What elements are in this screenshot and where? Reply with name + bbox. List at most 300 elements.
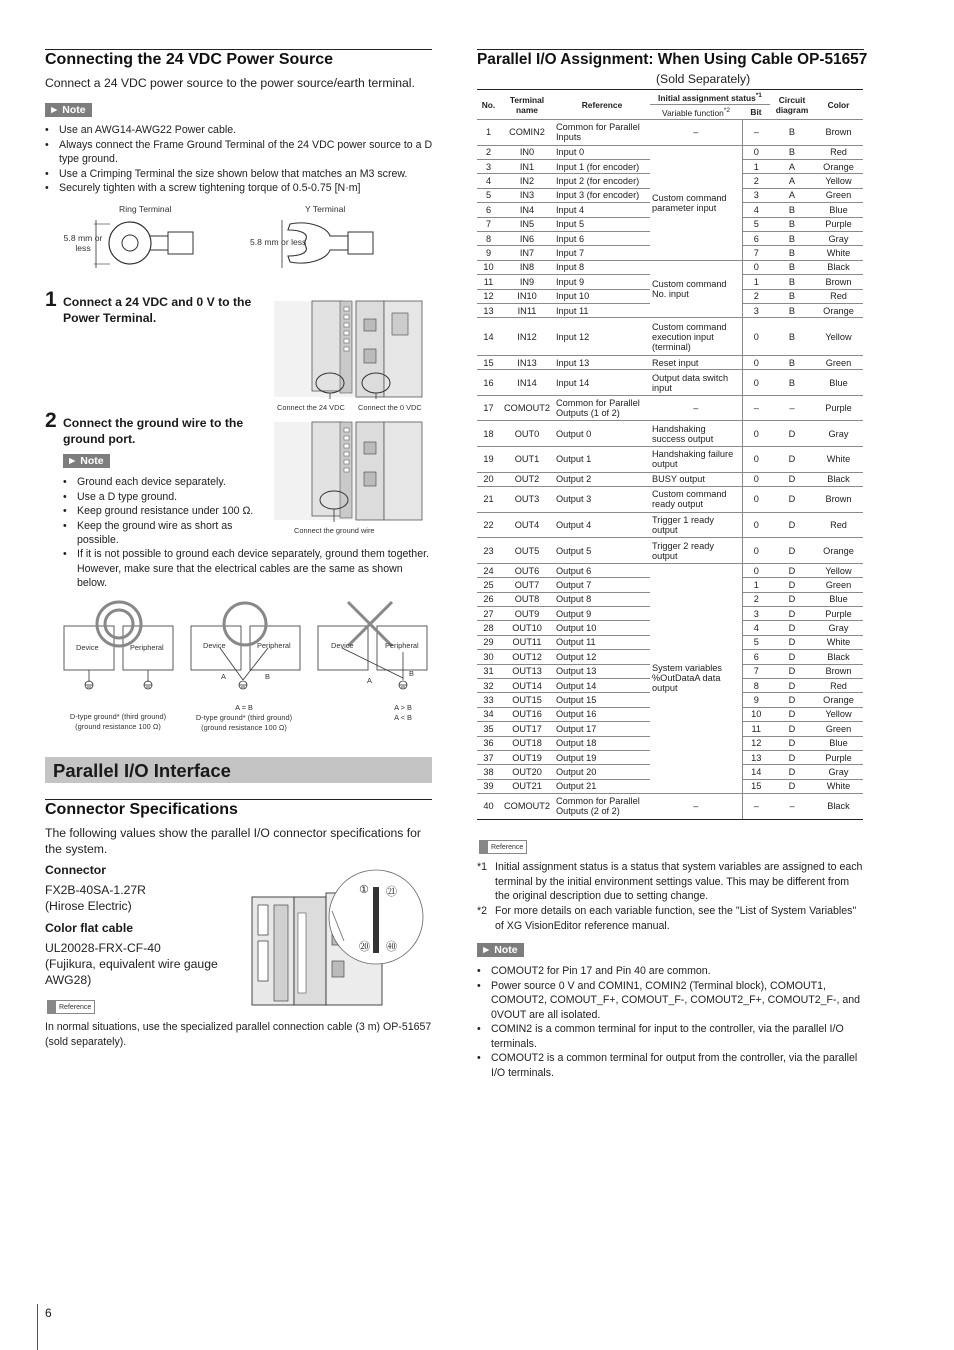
table-cell: Output 10 xyxy=(554,621,650,635)
table-cell: Green xyxy=(814,188,863,202)
ring-terminal-icon xyxy=(90,216,200,272)
table-cell: Output data switch input xyxy=(650,370,742,396)
table-cell: IN9 xyxy=(500,275,554,289)
table-cell: 3 xyxy=(742,606,770,620)
table-cell: 0 xyxy=(742,145,770,159)
table-cell: OUT11 xyxy=(500,635,554,649)
table-row xyxy=(477,563,863,577)
table-cell: OUT2 xyxy=(500,472,554,486)
table-cell: Brown xyxy=(814,275,863,289)
gd-caption-3: A > B A < B xyxy=(394,703,412,722)
table-cell: COMOUT2 xyxy=(500,794,554,820)
ring-terminal-label: Ring Terminal xyxy=(119,204,172,214)
gd-b-3: B xyxy=(409,669,414,678)
table-cell: 5 xyxy=(742,635,770,649)
table-cell: A xyxy=(770,188,814,202)
table-cell: Common for Parallel Inputs xyxy=(554,120,650,146)
table-cell: 39 xyxy=(477,779,500,793)
assignment-title: Parallel I/O Assignment: When Using Cable OP-51657 xyxy=(477,51,868,68)
table-cell: B xyxy=(770,355,814,369)
power-notes xyxy=(45,123,435,196)
step-1-number: 1 xyxy=(45,288,57,311)
reference-icon xyxy=(48,1001,56,1013)
table-cell: IN1 xyxy=(500,159,554,173)
gd-device-3: Device xyxy=(331,641,354,650)
gd-peripheral-1: Peripheral xyxy=(130,643,164,652)
pin-20-label: ⑳ xyxy=(359,941,370,953)
table-cell: IN13 xyxy=(500,355,554,369)
table-cell: OUT19 xyxy=(500,750,554,764)
table-cell: 20 xyxy=(477,472,500,486)
table-cell: OUT14 xyxy=(500,678,554,692)
table-row xyxy=(477,472,863,486)
table-cell: 3 xyxy=(477,159,500,173)
table-cell: – xyxy=(650,794,742,820)
table-cell: 14 xyxy=(477,318,500,356)
table-cell: 35 xyxy=(477,722,500,736)
table-cell: 16 xyxy=(477,370,500,396)
table-cell: 8 xyxy=(742,678,770,692)
table-cell: 14 xyxy=(742,765,770,779)
table-row xyxy=(477,370,863,396)
table-cell: OUT4 xyxy=(500,512,554,538)
table-cell: Purple xyxy=(814,750,863,764)
table-cell: IN0 xyxy=(500,145,554,159)
gd-device-1: Device xyxy=(76,643,99,652)
table-row xyxy=(477,538,863,564)
table-cell: Input 11 xyxy=(554,303,650,317)
table-cell: Input 1 (for encoder) xyxy=(554,159,650,173)
table-cell: Brown xyxy=(814,664,863,678)
list-item: • Keep the ground wire as short as possible. xyxy=(63,519,268,548)
table-cell: 0 xyxy=(742,512,770,538)
table-cell: Output 21 xyxy=(554,779,650,793)
table-cell: D xyxy=(770,664,814,678)
header-variable-function: Variable function$^{*2}$ xyxy=(650,105,742,120)
table-cell: Gray xyxy=(814,231,863,245)
table-cell: B xyxy=(770,318,814,356)
pin-1-label: ① xyxy=(359,884,369,896)
table-cell: Input 10 xyxy=(554,289,650,303)
table-cell: 0 xyxy=(742,447,770,473)
table-cell: Custom command ready output xyxy=(650,487,742,513)
header-reference: Reference xyxy=(554,90,650,120)
table-cell: Input 4 xyxy=(554,203,650,217)
table-cell: Output 20 xyxy=(554,765,650,779)
table-cell: Output 17 xyxy=(554,722,650,736)
table-cell: Output 5 xyxy=(554,538,650,564)
table-cell: 38 xyxy=(477,765,500,779)
table-cell: IN3 xyxy=(500,188,554,202)
section-title-power: Connecting the 24 VDC Power Source xyxy=(45,51,334,68)
note-tag: ► Note xyxy=(63,454,110,468)
table-cell: Yellow xyxy=(814,318,863,356)
table-cell: Input 7 xyxy=(554,246,650,260)
table-cell: Custom command execution input (terminal) xyxy=(650,318,742,356)
page-number: 6 xyxy=(45,1306,52,1320)
table-cell: B xyxy=(770,120,814,146)
list-item: • If it is not possible to ground each device separately, ground them together. However, make sure that the electrical cables are the same as shown below. xyxy=(63,547,435,591)
table-cell: 10 xyxy=(477,260,500,274)
table-cell: 32 xyxy=(477,678,500,692)
table-cell: 2 xyxy=(742,592,770,606)
gd-peripheral-2: Peripheral xyxy=(257,641,291,650)
table-cell: 31 xyxy=(477,664,500,678)
table-cell: 8 xyxy=(477,231,500,245)
table-cell: IN11 xyxy=(500,303,554,317)
gd-device-2: Device xyxy=(203,641,226,650)
ground-notes xyxy=(63,475,268,548)
table-cell: D xyxy=(770,512,814,538)
table-cell: OUT9 xyxy=(500,606,554,620)
table-cell: Input 5 xyxy=(554,217,650,231)
table-cell: 37 xyxy=(477,750,500,764)
table-cell: – xyxy=(742,120,770,146)
table-cell: D xyxy=(770,421,814,447)
table-cell: 0 xyxy=(742,487,770,513)
pin-40-label: ㊵ xyxy=(386,941,397,953)
table-cell: D xyxy=(770,578,814,592)
table-cell: 3 xyxy=(742,303,770,317)
table-cell: – xyxy=(770,794,814,820)
table-row xyxy=(477,395,863,421)
y-terminal-label: Y Terminal xyxy=(305,204,346,214)
table-cell: 12 xyxy=(477,289,500,303)
reference-text: In normal situations, use the specialized parallel connection cable (3 m) OP-51657 (sold separately). xyxy=(45,1021,432,1048)
table-cell: 22 xyxy=(477,512,500,538)
io-assignment-table xyxy=(477,89,863,820)
table-cell: D xyxy=(770,779,814,793)
list-item: • Use a Crimping Terminal the size shown below that matches an M3 screw. xyxy=(45,167,435,182)
power-intro: Connect a 24 VDC power source to the power source/earth terminal. xyxy=(45,76,415,90)
table-cell: Output 14 xyxy=(554,678,650,692)
table-cell: White xyxy=(814,635,863,649)
note-tag: ► Note xyxy=(45,103,92,117)
header-circuit: Circuit diagram xyxy=(770,90,814,120)
table-cell: 0 xyxy=(742,318,770,356)
table-cell: OUT18 xyxy=(500,736,554,750)
table-cell: 0 xyxy=(742,260,770,274)
table-cell: 15 xyxy=(742,779,770,793)
table-cell: 0 xyxy=(742,563,770,577)
table-cell: IN14 xyxy=(500,370,554,396)
connector-image xyxy=(248,869,432,1011)
connector-value: FX2B-40SA-1.27R (Hirose Electric) xyxy=(45,883,146,913)
table-cell: Input 2 (for encoder) xyxy=(554,174,650,188)
table-cell: A xyxy=(770,174,814,188)
table-cell: Red xyxy=(814,289,863,303)
page-margin-line xyxy=(37,1304,38,1350)
table-cell: 13 xyxy=(477,303,500,317)
controller-ground-image xyxy=(272,420,425,522)
table-cell: Input 6 xyxy=(554,231,650,245)
table-cell: 6 xyxy=(742,650,770,664)
table-cell: Blue xyxy=(814,592,863,606)
caption-24vdc: Connect the 24 VDC xyxy=(277,403,345,412)
table-cell: 13 xyxy=(742,750,770,764)
table-cell: IN2 xyxy=(500,174,554,188)
table-cell: 19 xyxy=(477,447,500,473)
footnote-1: *1 Initial assignment status is a status that system variables are assigned to each terminal by the initial environment settings value. This may be different from the original description due to setting change. xyxy=(477,861,863,902)
list-item: • Use an AWG14-AWG22 Power cable. xyxy=(45,123,435,138)
table-cell: Input 12 xyxy=(554,318,650,356)
list-item: • Securely tighten with a screw tightening torque of 0.5-0.75 [N·m] xyxy=(45,181,435,196)
table-cell: Purple xyxy=(814,217,863,231)
list-item: • COMOUT2 for Pin 17 and Pin 40 are common. xyxy=(477,964,863,979)
table-cell: Input 3 (for encoder) xyxy=(554,188,650,202)
note-tag: ► Note xyxy=(477,943,524,957)
table-cell: D xyxy=(770,765,814,779)
table-cell: Orange xyxy=(814,303,863,317)
table-row xyxy=(477,355,863,369)
table-cell: D xyxy=(770,563,814,577)
table-cell: Gray xyxy=(814,765,863,779)
table-cell: OUT6 xyxy=(500,563,554,577)
table-cell: D xyxy=(770,635,814,649)
table-cell: 1 xyxy=(742,275,770,289)
table-cell: D xyxy=(770,472,814,486)
table-cell: Red xyxy=(814,512,863,538)
caption-ground: Connect the ground wire xyxy=(294,526,375,535)
gd-caption-2: A = B D-type ground* (third ground) (ground resistance 100 Ω) xyxy=(195,703,293,732)
table-cell: Green xyxy=(814,722,863,736)
controller-power-image xyxy=(272,299,425,399)
table-cell: 3 xyxy=(742,188,770,202)
table-cell: Output 6 xyxy=(554,563,650,577)
table-cell: D xyxy=(770,447,814,473)
table-cell: D xyxy=(770,606,814,620)
table-cell: 7 xyxy=(742,246,770,260)
table-cell: – xyxy=(650,395,742,421)
table-cell: Black xyxy=(814,650,863,664)
table-cell: B xyxy=(770,370,814,396)
table-cell: Reset input xyxy=(650,355,742,369)
table-cell: 0 xyxy=(742,421,770,447)
table-cell: 4 xyxy=(477,174,500,188)
table-cell: OUT16 xyxy=(500,707,554,721)
table-cell: 0 xyxy=(742,355,770,369)
table-cell: 15 xyxy=(477,355,500,369)
table-cell: Orange xyxy=(814,159,863,173)
grounding-diagram xyxy=(60,596,435,696)
table-cell: – xyxy=(742,395,770,421)
table-cell: 25 xyxy=(477,578,500,592)
section-rule xyxy=(45,49,432,50)
header-bit: Bit xyxy=(742,105,770,120)
gd-caption-1: D-type ground* (third ground) (ground resistance 100 Ω) xyxy=(69,712,167,731)
table-row xyxy=(477,318,863,356)
table-cell: Input 8 xyxy=(554,260,650,274)
table-cell: Output 12 xyxy=(554,650,650,664)
table-cell: Output 7 xyxy=(554,578,650,592)
table-cell: Black xyxy=(814,794,863,820)
parallel-io-banner: Parallel I/O Interface xyxy=(45,757,432,783)
gd-a-2: A xyxy=(221,672,226,681)
table-cell: IN8 xyxy=(500,260,554,274)
table-cell: 18 xyxy=(477,421,500,447)
table-cell: Output 15 xyxy=(554,693,650,707)
table-cell: 9 xyxy=(477,246,500,260)
table-cell: IN12 xyxy=(500,318,554,356)
step-1-text: Connect a 24 VDC and 0 V to the Power Terminal. xyxy=(63,295,252,325)
table-cell: 2 xyxy=(477,145,500,159)
table-cell: Output 2 xyxy=(554,472,650,486)
table-cell: Input 14 xyxy=(554,370,650,396)
table-cell: D xyxy=(770,750,814,764)
table-cell: COMOUT2 xyxy=(500,395,554,421)
table-cell: Output 4 xyxy=(554,512,650,538)
gd-a-3: A xyxy=(367,676,372,685)
table-cell: Blue xyxy=(814,203,863,217)
table-cell: D xyxy=(770,650,814,664)
pin-21-label: ㉑ xyxy=(386,886,397,898)
list-item: • Use a D type ground. xyxy=(63,490,268,505)
table-cell: Gray xyxy=(814,421,863,447)
reference-icon xyxy=(480,841,488,853)
table-cell: OUT13 xyxy=(500,664,554,678)
table-cell: Trigger 2 ready output xyxy=(650,538,742,564)
table-cell: D xyxy=(770,621,814,635)
table-cell: 0 xyxy=(742,370,770,396)
table-cell: IN6 xyxy=(500,231,554,245)
list-item: • Power source 0 V and COMIN1, COMIN2 (Terminal block), COMOUT1, COMOUT2, COMOUT_F+, COMOUT_F-, COMOUT2_F+, COMOUT2_F-, and 0VOUT are all isolated. xyxy=(477,979,863,1023)
table-cell: 34 xyxy=(477,707,500,721)
table-cell: White xyxy=(814,246,863,260)
table-cell: Orange xyxy=(814,538,863,564)
list-item: • Keep ground resistance under 100 Ω. xyxy=(63,504,268,519)
table-cell: 28 xyxy=(477,621,500,635)
table-cell: Trigger 1 ready output xyxy=(650,512,742,538)
header-initial: Initial assignment status$^{*1}$ xyxy=(650,90,770,105)
y-dim-label: 5.8 mm or less xyxy=(250,237,307,247)
y-terminal-icon xyxy=(270,216,385,272)
table-cell: D xyxy=(770,538,814,564)
table-cell: D xyxy=(770,736,814,750)
table-cell: B xyxy=(770,260,814,274)
table-cell: 1 xyxy=(477,120,500,146)
table-cell: OUT0 xyxy=(500,421,554,447)
table-cell: 26 xyxy=(477,592,500,606)
table-cell: 4 xyxy=(742,621,770,635)
table-cell: 6 xyxy=(742,231,770,245)
table-cell: 4 xyxy=(742,203,770,217)
list-item: • Ground each device separately. xyxy=(63,475,268,490)
table-cell: A xyxy=(770,159,814,173)
table-cell: Brown xyxy=(814,120,863,146)
list-item: • COMOUT2 is a common terminal for output from the controller, via the parallel I/O terminals. xyxy=(477,1051,863,1080)
table-cell: 40 xyxy=(477,794,500,820)
table-cell: BUSY output xyxy=(650,472,742,486)
table-cell: Blue xyxy=(814,736,863,750)
table-cell: Yellow xyxy=(814,707,863,721)
table-cell: 33 xyxy=(477,693,500,707)
table-cell: Output 11 xyxy=(554,635,650,649)
table-cell: – xyxy=(742,794,770,820)
table-cell: 0 xyxy=(742,538,770,564)
ground-notes-extra xyxy=(63,547,435,591)
table-cell: 23 xyxy=(477,538,500,564)
table-cell: 12 xyxy=(742,736,770,750)
footnote-2: *2 For more details on each variable function, see the "List of System Variables" of XG VisionEditor reference manual. xyxy=(477,905,857,932)
table-cell: OUT5 xyxy=(500,538,554,564)
table-cell: Output 16 xyxy=(554,707,650,721)
list-item: • COMIN2 is a common terminal for input to the controller, via the parallel I/O terminals. xyxy=(477,1022,863,1051)
step-2-text: Connect the ground wire to the ground port. xyxy=(63,416,244,446)
table-body xyxy=(477,120,863,820)
connector-spec-intro: The following values show the parallel I/O connector specifications for the system. xyxy=(45,826,421,856)
table-cell: D xyxy=(770,678,814,692)
caption-0vdc: Connect the 0 VDC xyxy=(358,403,422,412)
table-cell: OUT21 xyxy=(500,779,554,793)
table-cell: Input 0 xyxy=(554,145,650,159)
table-cell: Black xyxy=(814,472,863,486)
right-notes xyxy=(477,964,863,1080)
table-cell: 9 xyxy=(742,693,770,707)
table-row xyxy=(477,421,863,447)
table-cell: Purple xyxy=(814,395,863,421)
table-cell: B xyxy=(770,145,814,159)
table-cell: 11 xyxy=(477,275,500,289)
table-cell: Common for Parallel Outputs (1 of 2) xyxy=(554,395,650,421)
table-cell: 1 xyxy=(742,159,770,173)
table-cell: 0 xyxy=(742,472,770,486)
table-cell: Green xyxy=(814,578,863,592)
table-cell: Output 3 xyxy=(554,487,650,513)
table-cell: OUT7 xyxy=(500,578,554,592)
table-cell: IN4 xyxy=(500,203,554,217)
table-cell: OUT8 xyxy=(500,592,554,606)
table-cell: Yellow xyxy=(814,563,863,577)
table-cell: Red xyxy=(814,678,863,692)
table-row xyxy=(477,260,863,274)
table-cell: D xyxy=(770,722,814,736)
table-cell: 6 xyxy=(477,203,500,217)
table-cell: D xyxy=(770,592,814,606)
table-cell: Output 9 xyxy=(554,606,650,620)
table-cell: White xyxy=(814,779,863,793)
table-cell: B xyxy=(770,231,814,245)
table-cell: B xyxy=(770,203,814,217)
cable-value: UL20028-FRX-CF-40 (Fujikura, equivalent wire gauge AWG28) xyxy=(45,941,218,987)
table-row xyxy=(477,120,863,146)
table-cell: OUT15 xyxy=(500,693,554,707)
section-rule xyxy=(45,799,432,800)
table-row xyxy=(477,512,863,538)
table-cell: Brown xyxy=(814,487,863,513)
table-cell: 27 xyxy=(477,606,500,620)
list-item: • Always connect the Frame Ground Terminal of the 24 VDC power source to a D type ground. xyxy=(45,138,435,167)
table-row xyxy=(477,794,863,820)
table-cell: OUT3 xyxy=(500,487,554,513)
table-cell: 7 xyxy=(742,664,770,678)
table-cell: D xyxy=(770,693,814,707)
table-cell: Green xyxy=(814,355,863,369)
table-cell: Blue xyxy=(814,370,863,396)
table-cell: White xyxy=(814,447,863,473)
table-cell: IN10 xyxy=(500,289,554,303)
step-2-number: 2 xyxy=(45,409,57,432)
group-custom-no: Custom command No. input xyxy=(650,260,742,318)
ring-dim-label: 5.8 mm or less xyxy=(63,233,103,253)
table-cell: B xyxy=(770,246,814,260)
group-custom-param: Custom command parameter input xyxy=(650,145,742,260)
table-cell: B xyxy=(770,275,814,289)
table-cell: Output 19 xyxy=(554,750,650,764)
table-cell: Output 18 xyxy=(554,736,650,750)
table-cell: 30 xyxy=(477,650,500,664)
section-rule xyxy=(477,49,864,50)
table-cell: 7 xyxy=(477,217,500,231)
